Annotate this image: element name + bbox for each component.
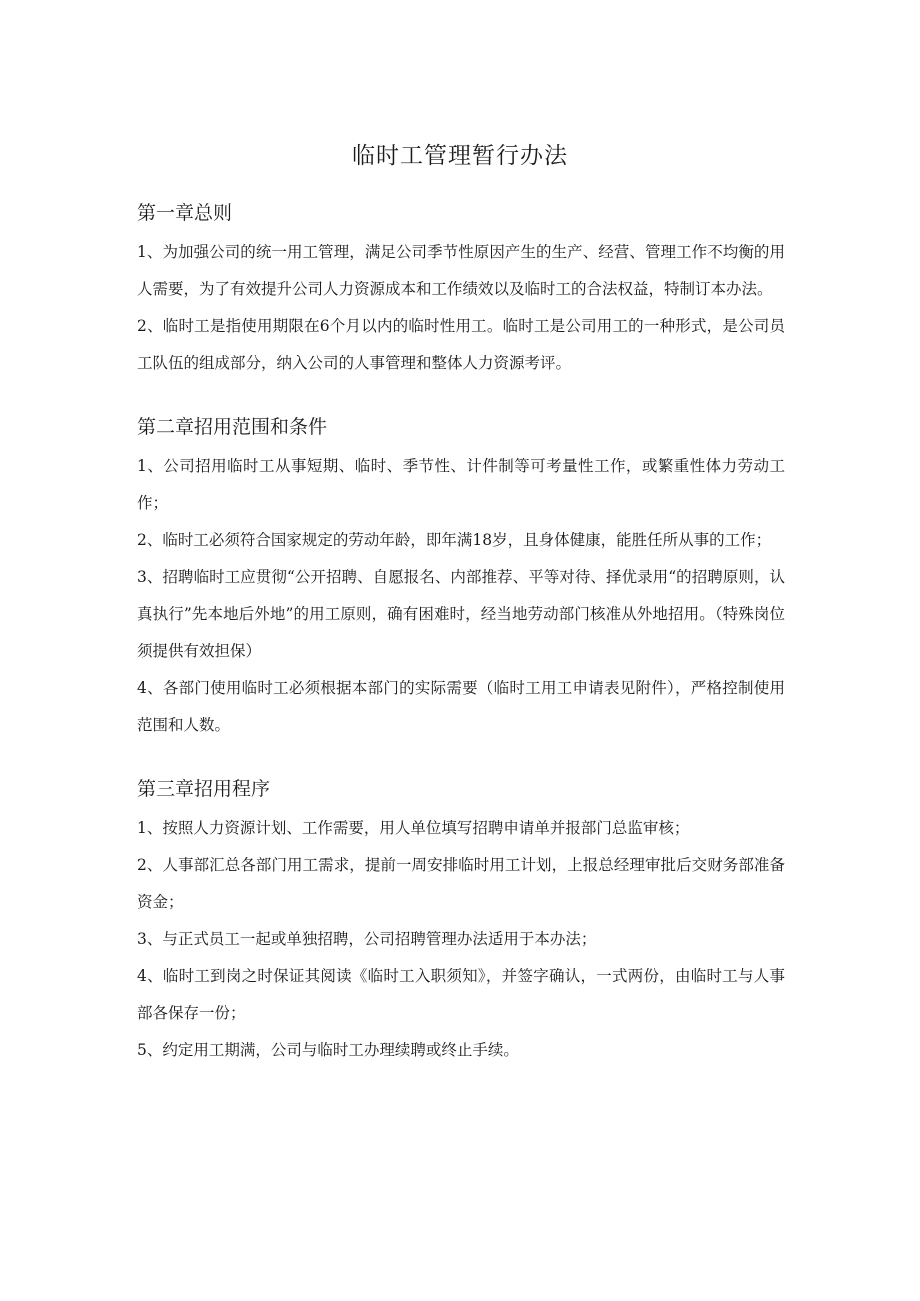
chapter-heading: 第二章招用范围和条件 bbox=[137, 416, 328, 438]
document-body bbox=[137, 196, 785, 1097]
paragraph: 4、临时工到岗之时保证其阅读《临时工入职须知》，并签字确认，一式两份，由临时工与人事部各保存一份； bbox=[137, 967, 785, 1022]
chapter-2 bbox=[137, 410, 785, 744]
paragraph: 5、约定用工期满，公司与临时工办理续聘或终止手续。 bbox=[137, 1041, 519, 1059]
paragraph: 2、临时工必须符合国家规定的劳动年龄，即年满18岁，且身体健康，能胜任所从事的工作； bbox=[137, 531, 772, 549]
paragraph: 1、按照人力资源计划、工作需要，用人单位填写招聘申请单并报部门总监审核； bbox=[137, 819, 690, 837]
chapter-heading: 第三章招用程序 bbox=[137, 778, 271, 800]
document-title: 临时工管理暂行办法 bbox=[352, 143, 568, 169]
paragraph: 3、招聘临时工应贯彻“公开招聘、自愿报名、内部推荐、平等对待、择优录用“的招聘原则，认真执行”先本地后外地”的用工原则，确有困难时，经当地劳动部门核准从外地招用。（特殊岗位须提供有效担保） bbox=[137, 568, 785, 660]
paragraph: 1、公司招用临时工从事短期、临时、季节性、计件制等可考量性工作，或繁重性体力劳动工作； bbox=[137, 457, 785, 512]
paragraph: 3、与正式员工一起或单独招聘，公司招聘管理办法适用于本办法； bbox=[137, 930, 597, 948]
paragraph: 2、人事部汇总各部门用工需求，提前一周安排临时用工计划，上报总经理审批后交财务部准备资金； bbox=[137, 856, 785, 911]
paragraph: 2、临时工是指使用期限在6个月以内的临时性用工。临时工是公司用工的一种形式，是公司员工队伍的组成部分，纳入公司的人事管理和整体人力资源考评。 bbox=[137, 317, 785, 372]
paragraph: 1、为加强公司的统一用工管理，满足公司季节性原因产生的生产、经营、管理工作不均衡的用人需要，为了有效提升公司人力资源成本和工作绩效以及临时工的合法权益，特制订本办法。 bbox=[137, 243, 785, 298]
chapter-1 bbox=[137, 196, 785, 382]
chapter-3 bbox=[137, 772, 785, 1069]
chapter-heading: 第一章总则 bbox=[137, 202, 233, 224]
paragraph: 4、各部门使用临时工必须根据本部门的实际需要（临时工用工申请表见附件），严格控制使用范围和人数。 bbox=[137, 679, 785, 734]
